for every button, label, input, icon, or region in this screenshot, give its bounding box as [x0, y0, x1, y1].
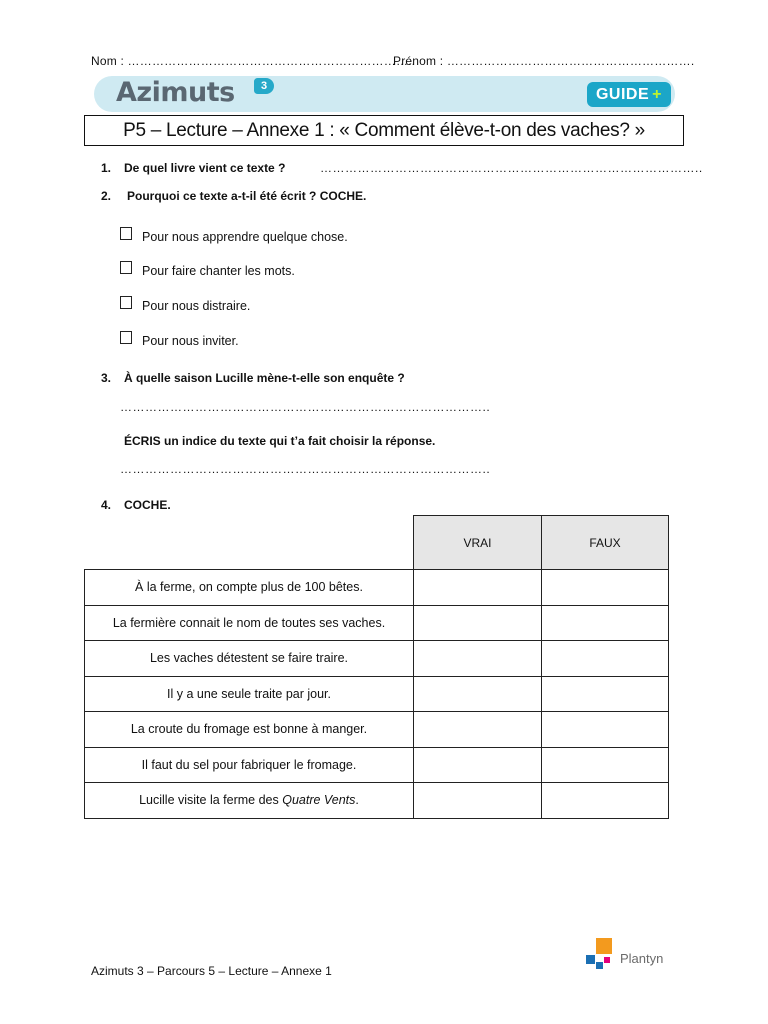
azimuts-logo-number: 3 — [254, 78, 274, 94]
guide-label: GUIDE — [595, 86, 650, 103]
question-1-answer-line[interactable]: ……………………………………………………………………………….. — [320, 161, 703, 175]
plantyn-pink-square — [604, 957, 610, 963]
table-header-row — [85, 516, 669, 570]
vrai-check-cell[interactable] — [414, 676, 542, 712]
question-3-answer-line[interactable]: …………………………………………………………………………….. — [120, 400, 491, 414]
plantyn-orange-square — [596, 938, 612, 954]
question-2-number: 2. — [101, 189, 112, 203]
table-row — [85, 570, 669, 606]
faux-check-cell[interactable] — [542, 570, 669, 606]
plantyn-blue-square — [586, 955, 595, 964]
plantyn-wordmark: Plantyn — [620, 951, 664, 966]
faux-check-cell[interactable] — [542, 641, 669, 677]
faux-check-cell[interactable] — [542, 676, 669, 712]
plantyn-logo — [586, 938, 676, 972]
question-1-number: 1. — [101, 161, 112, 175]
statement-cell: Il faut du sel pour fabriquer le fromage. — [85, 747, 414, 783]
page-title: P5 – Lecture – Annexe 1 : « Comment élève-t-on des vaches? » — [84, 115, 684, 146]
vrai-check-cell[interactable] — [414, 783, 542, 819]
plantyn-small-blue-square — [596, 962, 603, 969]
faux-check-cell[interactable] — [542, 712, 669, 748]
table-row — [85, 605, 669, 641]
table-row — [85, 747, 669, 783]
option-3-label: Pour nous distraire. — [142, 299, 251, 313]
faux-check-cell[interactable] — [542, 747, 669, 783]
vrai-check-cell[interactable] — [414, 570, 542, 606]
question-4-text: COCHE. — [124, 498, 171, 512]
checkbox-option-3[interactable] — [120, 296, 132, 309]
table-row — [85, 783, 669, 819]
statement-cell — [85, 783, 414, 819]
faux-check-cell[interactable] — [542, 605, 669, 641]
question-3-number: 3. — [101, 371, 112, 385]
statement-italic: Quatre Vents — [282, 793, 356, 808]
question-2-text: Pourquoi ce texte a-t-il été écrit ? COCHE. — [127, 189, 367, 203]
statement-prefix: Lucille visite la ferme des — [139, 793, 283, 808]
faux-check-cell[interactable] — [542, 783, 669, 819]
nom-field: Nom : …………………………………………………………….. — [91, 54, 416, 68]
question-4-number: 4. — [101, 498, 112, 512]
statement-cell: La croute du fromage est bonne à manger. — [85, 712, 414, 748]
vrai-check-cell[interactable] — [414, 712, 542, 748]
prenom-field: Prénom : ……………………………………………………. — [393, 54, 695, 68]
checkbox-option-4[interactable] — [120, 331, 132, 344]
guide-plus-badge — [587, 82, 671, 107]
vrai-check-cell[interactable] — [414, 641, 542, 677]
checkbox-option-2[interactable] — [120, 261, 132, 274]
question-3-text: À quelle saison Lucille mène-t-elle son enquête ? — [124, 371, 405, 385]
vrai-check-cell[interactable] — [414, 605, 542, 641]
statement-suffix: . — [355, 793, 359, 808]
statement-cell: Il y a une seule traite par jour. — [85, 676, 414, 712]
question-1-text: De quel livre vient ce texte ? — [124, 161, 286, 175]
option-2-label: Pour faire chanter les mots. — [142, 264, 295, 278]
statement-cell: À la ferme, on compte plus de 100 bêtes. — [85, 570, 414, 606]
option-1-label: Pour nous apprendre quelque chose. — [142, 230, 348, 244]
table-row — [85, 712, 669, 748]
header-vrai: VRAI — [414, 516, 542, 570]
statement-cell: Les vaches détestent se faire traire. — [85, 641, 414, 677]
true-false-table — [84, 515, 669, 819]
header-faux: FAUX — [542, 516, 669, 570]
option-4-label: Pour nous inviter. — [142, 334, 239, 348]
checkbox-option-1[interactable] — [120, 227, 132, 240]
vrai-check-cell[interactable] — [414, 747, 542, 783]
guide-plus-sign: + — [652, 86, 662, 103]
table-corner-cell — [85, 516, 414, 570]
question-3-subtext: ÉCRIS un indice du texte qui t’a fait choisir la réponse. — [124, 434, 436, 448]
azimuts-logo: Azimuts — [116, 77, 235, 108]
azimuts-banner — [94, 76, 675, 112]
question-3-clue-line[interactable]: …………………………………………………………………………….. — [120, 462, 491, 476]
statement-cell: La fermière connait le nom de toutes ses vaches. — [85, 605, 414, 641]
table-row — [85, 641, 669, 677]
table-row — [85, 676, 669, 712]
page-footer: Azimuts 3 – Parcours 5 – Lecture – Annexe 1 — [91, 964, 332, 978]
